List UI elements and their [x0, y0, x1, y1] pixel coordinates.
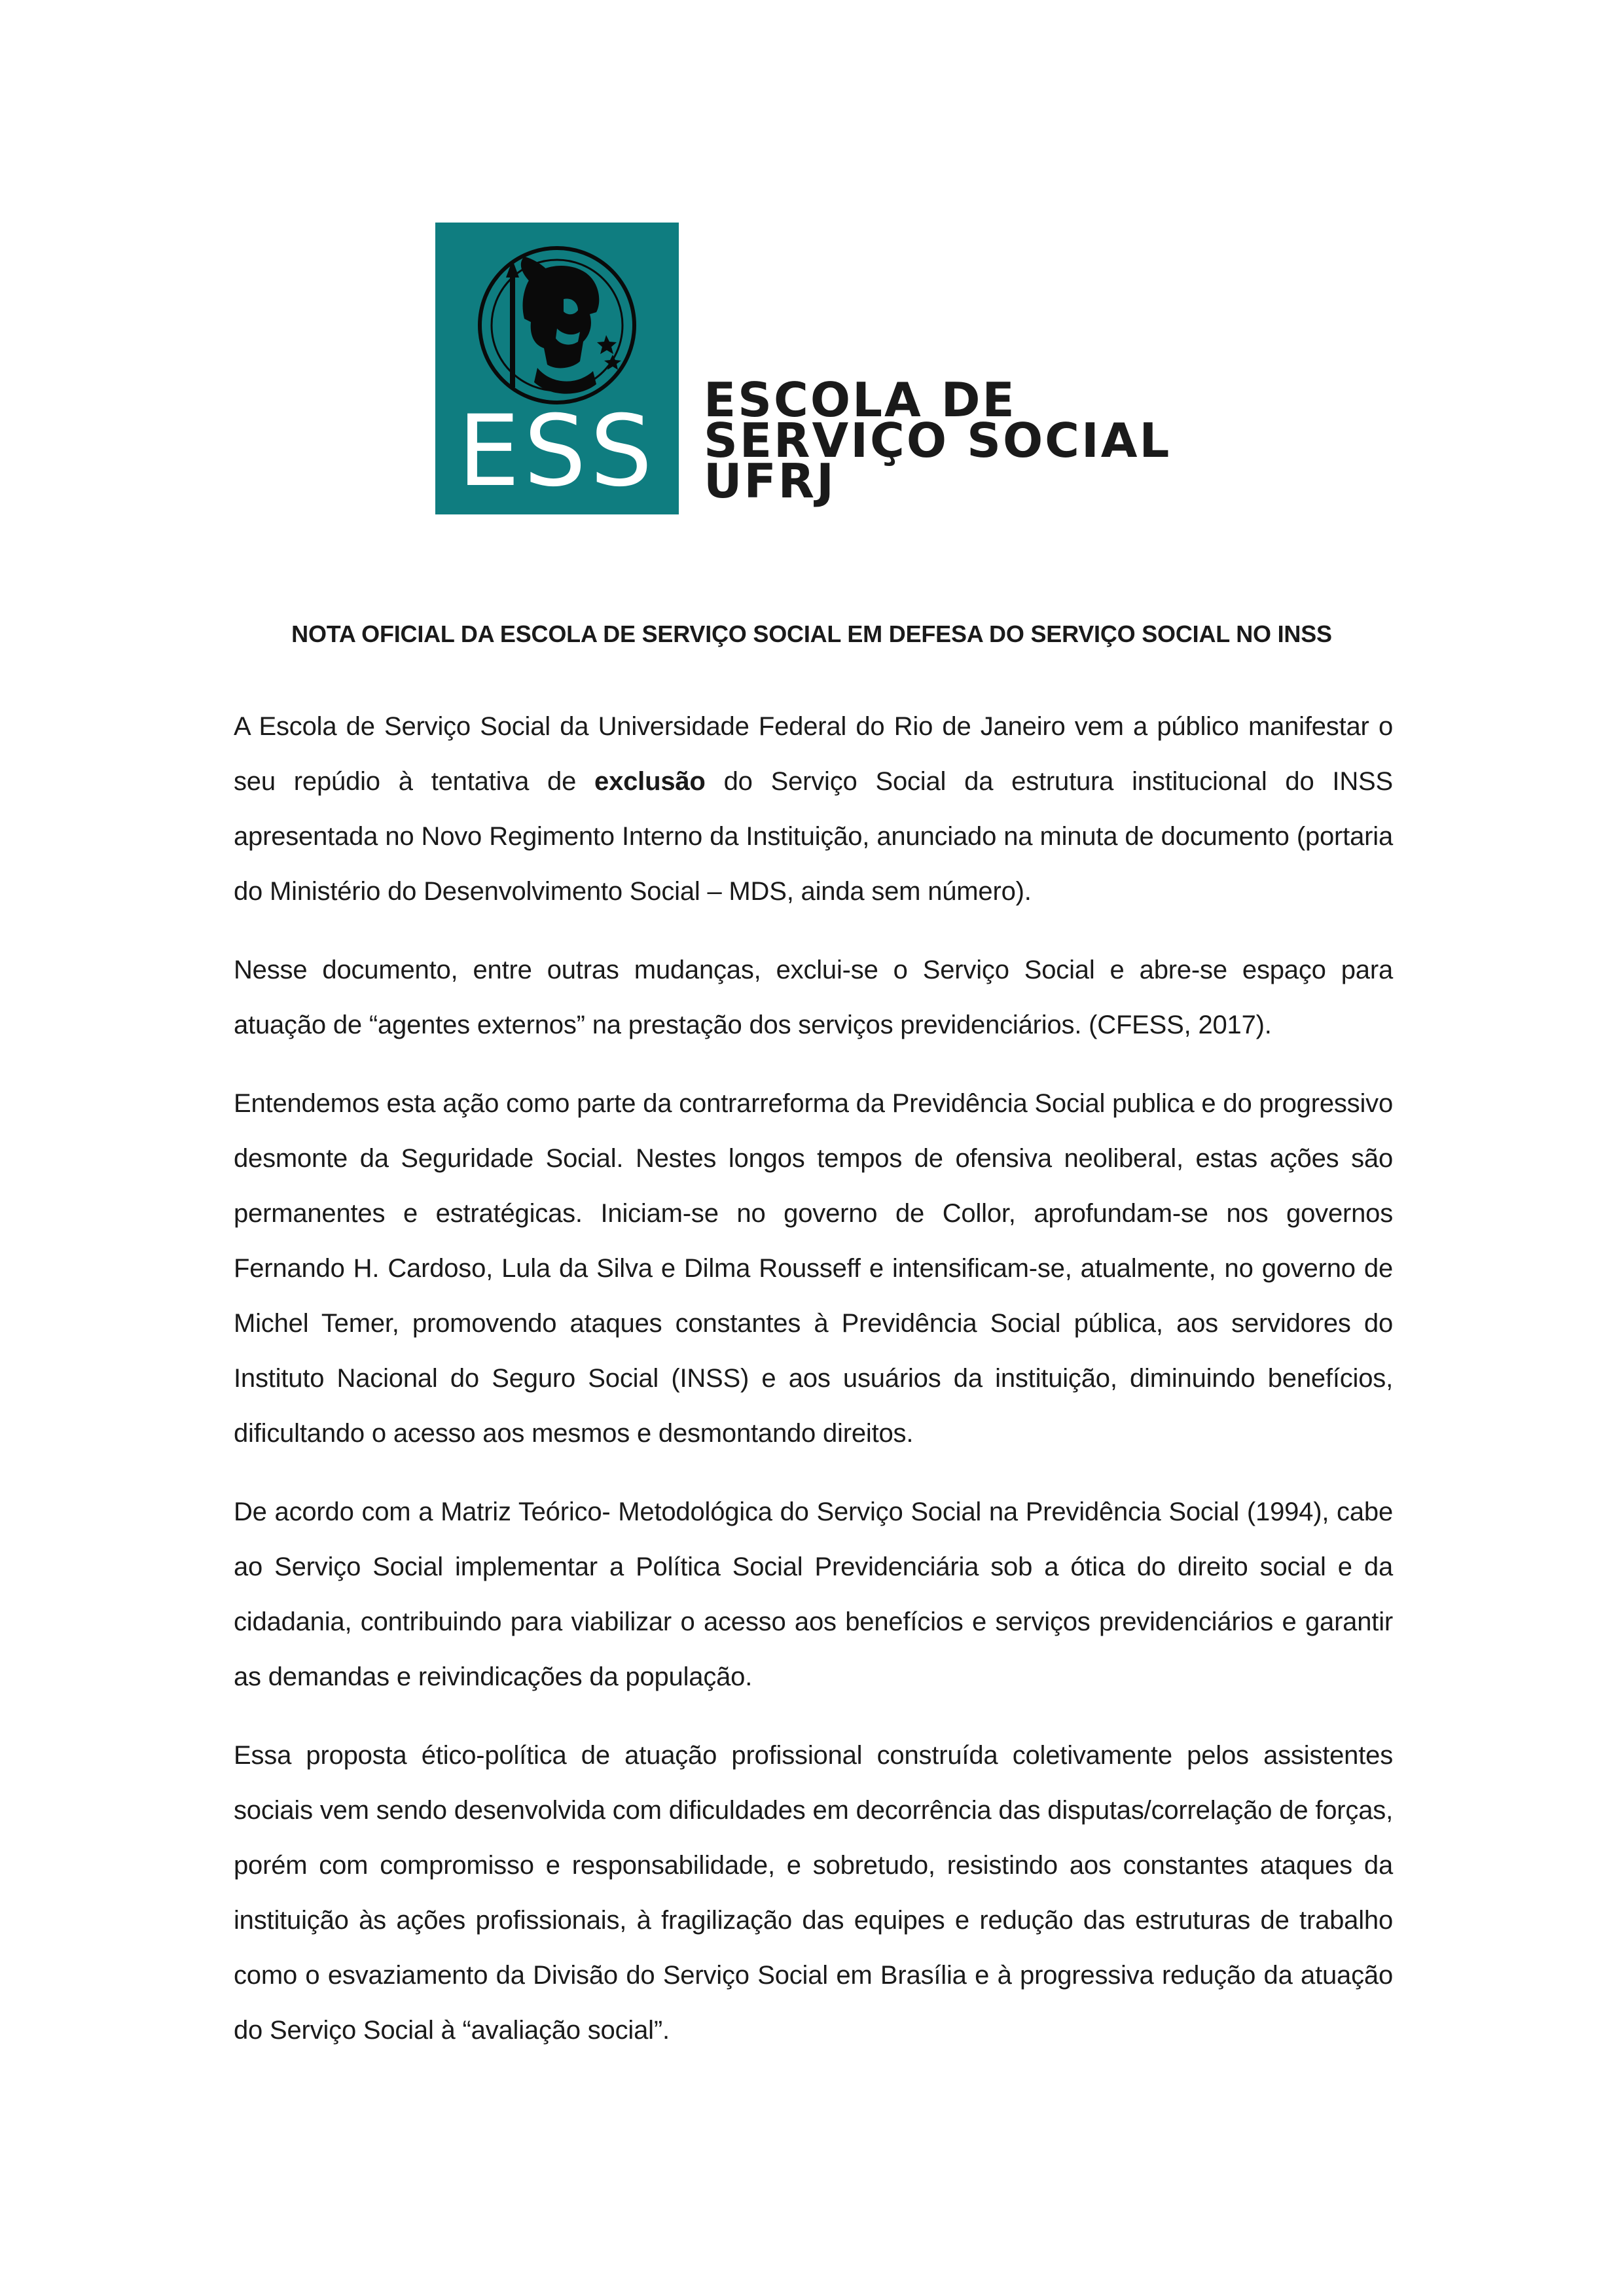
- ess-logo: [435, 223, 679, 514]
- logo-acronym: ESS: [458, 395, 657, 509]
- paragraph: Nesse documento, entre outras mudanças, exclui-se o Serviço Social e abre-se espaço para atuação de “agentes externos” na prestação dos serviços previdenciários. (CFESS, 2017).: [234, 956, 1393, 1039]
- document-title: NOTA OFICIAL DA ESCOLA DE SERVIÇO SOCIAL EM DEFESA DO SERVIÇO SOCIAL NO INSS: [291, 620, 1332, 647]
- paragraph-text: A Escola de Serviço Social da Universidade Federal do Rio de Janeiro vem a público manifestar o seu repúdio à tentativa de: [234, 712, 1393, 796]
- paragraph: [234, 699, 1393, 919]
- paragraph-text: do Serviço Social da estrutura institucional do INSS apresentada no Novo Regimento Interno da Instituição, anunciado na minuta de documento (portaria do Ministério do Desenvolvimento Social – MDS, ainda sem número).: [234, 767, 1393, 906]
- minerva-seal-icon: [459, 237, 655, 414]
- paragraph: Essa proposta ético-política de atuação profissional construída coletivamente pelos assistentes sociais vem sendo desenvolvida com dificuldades em decorrência das disputas/correlação de forças, porém com compromisso e responsabilidade, e sobretudo, resistindo aos constantes ataques da instituição às ações profissionais, à fragilização das equipes e redução das estruturas de trabalho como o esvaziamento da Divisão do Serviço Social em Brasília e à progressiva redução da atuação do Serviço Social à “avaliação social”.: [234, 1741, 1393, 2045]
- institution-wordmark: [704, 372, 1172, 509]
- paragraph: Entendemos esta ação como parte da contrarreforma da Previdência Social publica e do progressivo desmonte da Seguridade Social. Nestes longos tempos de ofensiva neoliberal, estas ações são permanentes e estratégicas. Iniciam-se no governo de Collor, aprofundam-se nos governos Fernando H. Cardoso, Lula da Silva e Dilma Rousseff e intensificam-se, atualmente, no governo de Michel Temer, promovendo ataques constantes à Previdência Social pública, aos servidores do Instituto Nacional do Seguro Social (INSS) e aos usuários da instituição, diminuindo benefícios, dificultando o acesso aos mesmos e desmontando direitos.: [234, 1089, 1393, 1448]
- document-body: [234, 699, 1393, 2081]
- wordmark-line: ESCOLA DE: [704, 372, 1017, 427]
- wordmark-line: UFRJ: [704, 454, 836, 509]
- paragraph: De acordo com a Matriz Teórico- Metodológica do Serviço Social na Previdência Social (1994), cabe ao Serviço Social implementar a Política Social Previdenciária sob a ótica do direito social e da cidadania, contribuindo para viabilizar o acesso aos benefícios e serviços previdenciários e garantir as demandas e reivindicações da população.: [234, 1498, 1393, 1691]
- emphasis-text: exclusão: [594, 767, 706, 796]
- wordmark-line: SERVIÇO SOCIAL: [704, 413, 1172, 468]
